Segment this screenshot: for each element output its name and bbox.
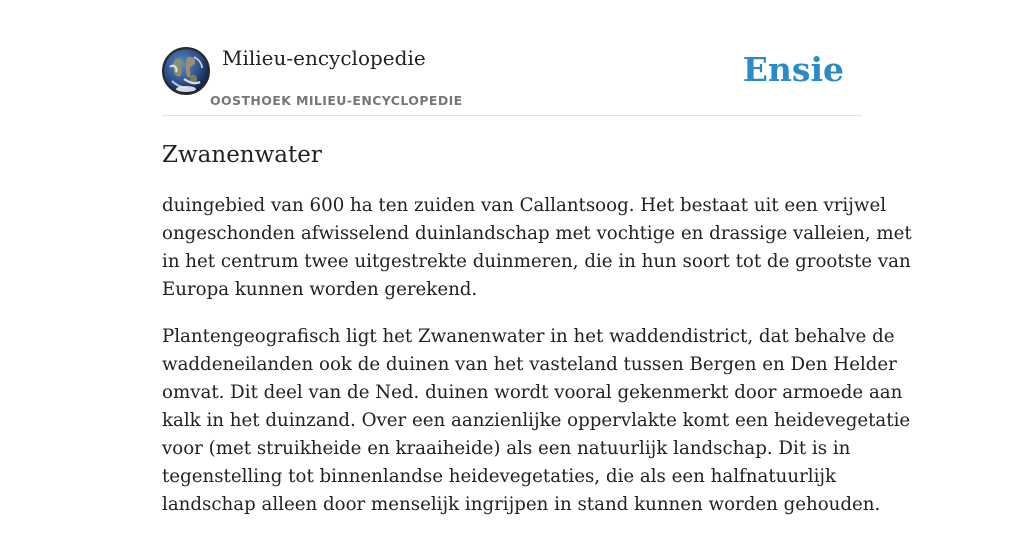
paragraph-line: kalk in het duinzand. Over een aanzienlijke oppervlakte komt een heidevegetatie	[162, 410, 911, 431]
site-header	[162, 0, 862, 116]
paragraph-line: tegenstelling tot binnenlandse heidevegetaties, die als een halfnatuurlijk	[162, 466, 837, 487]
paragraph-line: Plantengeografisch ligt het Zwanenwater in het waddendistrict, dat behalve de	[162, 326, 895, 347]
paragraph-line: ongeschonden afwisselend duinlandschap met vochtige en drassige valleien, met	[162, 223, 912, 244]
paragraph-line: duingebied van 600 ha ten zuiden van Callantsoog. Het bestaat uit een vrijwel	[162, 195, 887, 216]
article-title: Zwanenwater	[162, 142, 322, 168]
paragraph-line: omvat. Dit deel van de Ned. duinen wordt vooral gekenmerkt door armoede aan	[162, 382, 903, 403]
brand-logo[interactable]: Ensie	[742, 50, 844, 89]
paragraph-line: landschap alleen door menselijk ingrijpen in stand kunnen worden gehouden.	[162, 494, 881, 515]
page	[162, 0, 912, 515]
article-paragraph	[162, 192, 912, 304]
earth-globe-icon[interactable]	[162, 47, 210, 95]
paragraph-line: voor (met struikheide en kraaiheide) als een natuurlijk landschap. Dit is in	[162, 438, 851, 459]
site-subtitle[interactable]: OOSTHOEK MILIEU-ENCYCLOPEDIE	[210, 93, 463, 108]
paragraph-line: Europa kunnen worden gerekend.	[162, 279, 478, 300]
site-name[interactable]: Milieu-encyclopedie	[222, 46, 426, 70]
paragraph-line: waddeneilanden ook de duinen van het vasteland tussen Bergen en Den Helder	[162, 354, 897, 375]
article-body	[162, 192, 912, 538]
article-paragraph	[162, 323, 911, 519]
paragraph-line: in het centrum twee uitgestrekte duinmeren, die in hun soort tot de grootste van	[162, 251, 911, 272]
